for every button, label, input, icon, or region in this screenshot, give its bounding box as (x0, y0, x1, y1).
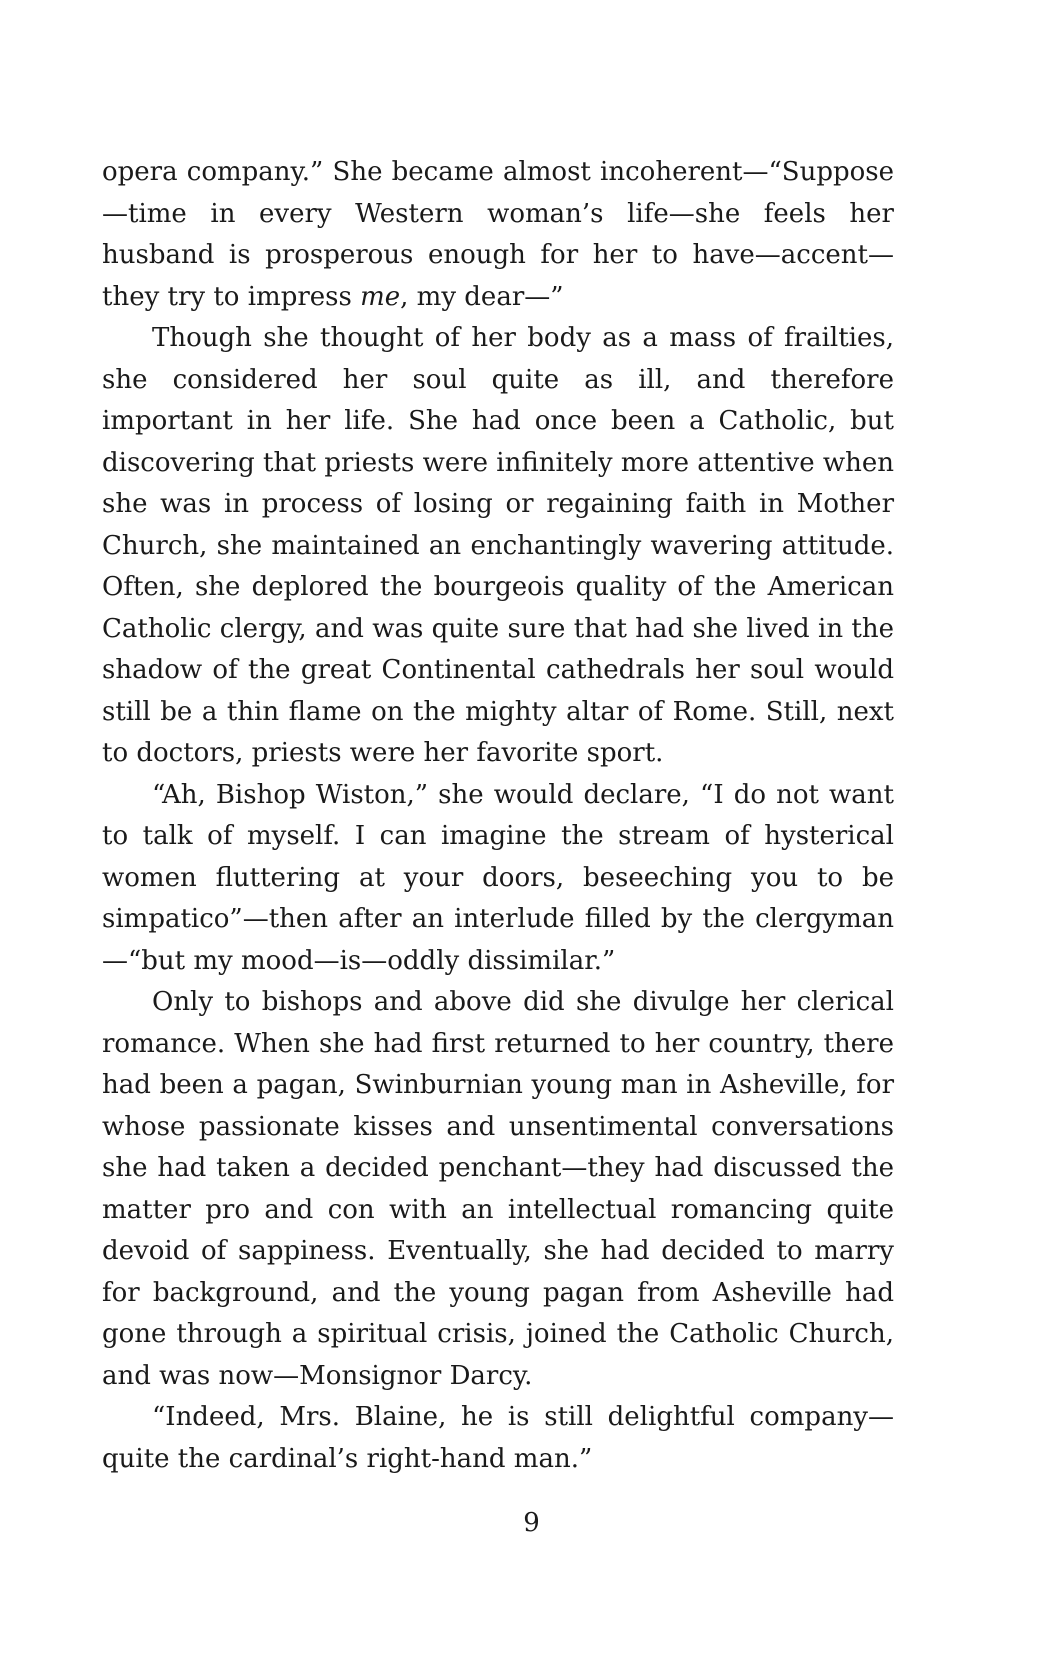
paragraph-1-end: , my dear—” (400, 281, 564, 312)
emphasis-me: me (360, 281, 401, 312)
paragraph-5: “Indeed, Mrs. Blaine, he is still delightful company—quite the cardinal’s right-hand man.” (102, 1402, 894, 1474)
page-number: 9 (523, 1508, 540, 1538)
paragraph-1-start: opera company.” She became almost incoherent—“Suppose—time in every Western woman’s life—she feels her husband is prosperous enough for her to have—accent—they try to impress (102, 157, 894, 312)
paragraph-3: “Ah, Bishop Wiston,” she would declare, “I do not want to talk of myself. I can imagine the stream of hysterical women fluttering at your doors, beseeching you to be simpatico”—then after an interlude filled by the clergyman—“but my mood—is—oddly dissimilar.” (102, 779, 894, 976)
paragraph-2: Though she thought of her body as a mass of frailties, she considered her soul quite as ill, and therefore important in her life. She had once been a Catholic, but discovering that priests were infinitely more attentive when she was in process of losing or regaining faith in Mother Church, she maintained an enchantingly wavering attitude. Often, she deplored the bourgeois quality of the American Catholic clergy, and was quite sure that had she lived in the shadow of the great Continental cathedrals her soul would still be a thin flame on the mighty altar of Rome. Still, next to doctors, priests were her favorite sport. (102, 323, 895, 768)
paragraph-4: Only to bishops and above did she divulge her clerical romance. When she had first returned to her country, there had been a pagan, Swinburnian young man in Asheville, for whose passionate kisses and unsentimental conversations she had taken a decided penchant—they had discussed the matter pro and con with an intellectual romancing quite devoid of sappiness. Eventually, she had decided to marry for background, and the young pagan from Asheville had gone through a spiritual crisis, joined the Catholic Church, and was now—Monsignor Darcy. (102, 987, 894, 1391)
body-text (102, 152, 894, 1480)
paragraph-1 (102, 152, 894, 318)
